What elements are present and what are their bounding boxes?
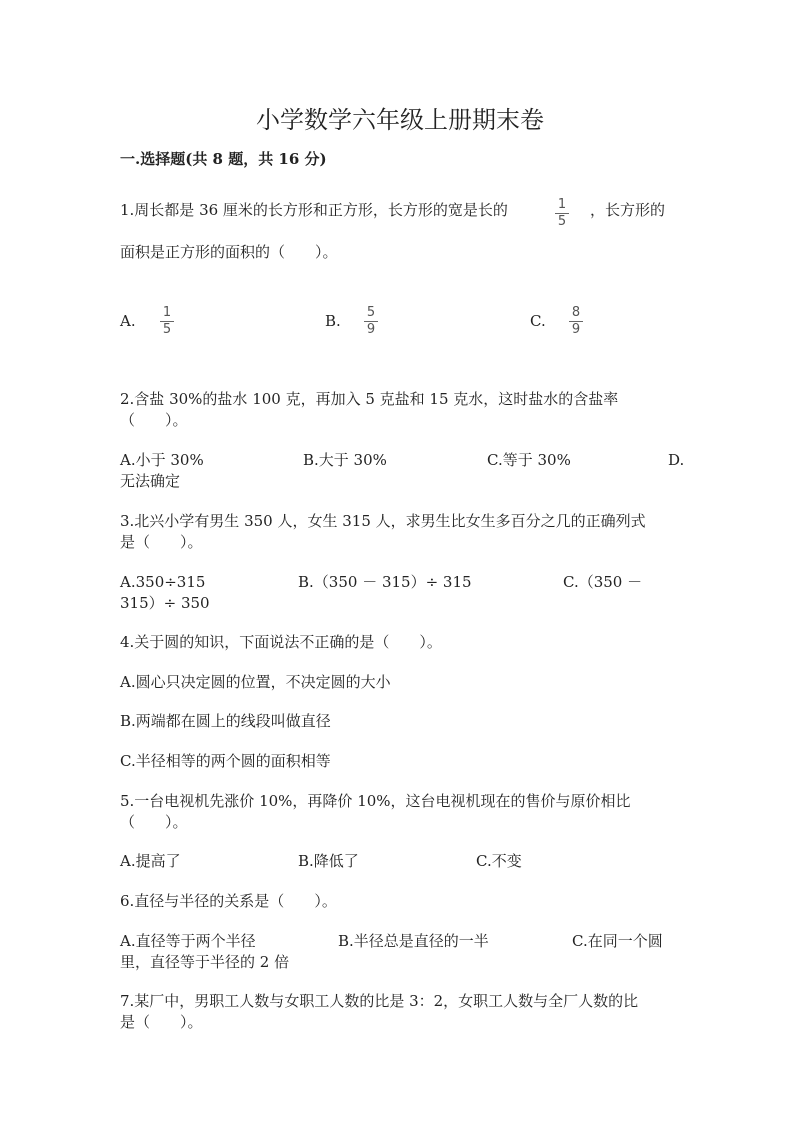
q5-option-b: B.降低了	[298, 852, 359, 870]
section-header: 一.选择题(共 8 题，共 16 分)	[120, 150, 327, 168]
q2-option-a: A.小于 30%	[120, 451, 204, 469]
page-title: 小学数学六年级上册期末卷	[256, 106, 544, 134]
q6-text-line1: 6.直径与半径的关系是（ ）。	[120, 892, 337, 910]
q1-option-a-label: A.	[120, 312, 136, 330]
q1-text-line2: 面积是正方形的面积的（ ）。	[120, 243, 338, 261]
q1-option-b-fraction	[364, 306, 378, 337]
q5-text-line1: 5.一台电视机先涨价 10%，再降价 10%，这台电视机现在的售价与原价相比	[120, 792, 631, 810]
q2-option-b: B.大于 30%	[303, 451, 387, 469]
q4-option-c: C.半径相等的两个圆的面积相等	[120, 752, 331, 770]
q3-text-line2: 是（ ）。	[120, 533, 203, 551]
q3-option-a: A.350÷315	[120, 573, 206, 591]
q7-text-line1: 7.某厂中，男职工人数与女职工人数的比是 3：2，女职工人数与全厂人数的比	[120, 992, 639, 1010]
q2-text-line2: （ ）。	[120, 411, 188, 429]
q1-option-b-numerator: 5	[366, 305, 376, 320]
q1-text-part1: 1.周长都是 36 厘米的长方形和正方形，长方形的宽是长的	[120, 201, 508, 219]
q1-option-c-denominator: 9	[571, 322, 581, 337]
q1-fraction	[555, 198, 569, 229]
q1-option-b-label: B.	[325, 312, 341, 330]
q4-text-line1: 4.关于圆的知识，下面说法不正确的是（ ）。	[120, 633, 442, 651]
q1-option-c-fraction	[569, 306, 583, 337]
q6-option-b: B.半径总是直径的一半	[338, 932, 489, 950]
q2-option-d-text: 无法确定	[120, 472, 181, 490]
q1-fraction-numerator: 1	[557, 197, 567, 212]
q6-option-c: C.在同一个圆	[572, 932, 663, 950]
q1-text-part2: ，长方形的	[590, 201, 666, 219]
q5-option-c: C.不变	[476, 852, 522, 870]
q5-text-line2: （ ）。	[120, 813, 188, 831]
q3-option-c: C.（350 －	[563, 573, 643, 591]
q5-option-a: A.提高了	[120, 852, 181, 870]
q2-option-c: C.等于 30%	[487, 451, 571, 469]
q1-option-c-numerator: 8	[571, 305, 581, 320]
q6-option-a: A.直径等于两个半径	[120, 932, 256, 950]
q3-text-line1: 3.北兴小学有男生 350 人，女生 315 人，求男生比女生多百分之几的正确列式	[120, 512, 646, 530]
q1-option-b-denominator: 9	[366, 322, 376, 337]
q3-option-c-continued: 315）÷ 350	[120, 594, 210, 612]
q1-fraction-denominator: 5	[557, 214, 567, 229]
q6-option-c-continued: 里，直径等于半径的 2 倍	[120, 953, 290, 971]
q3-option-b: B.（350 － 315）÷ 315	[298, 573, 472, 591]
q2-text-line1: 2.含盐 30%的盐水 100 克，再加入 5 克盐和 15 克水，这时盐水的含盐率	[120, 390, 619, 408]
q4-option-b: B.两端都在圆上的线段叫做直径	[120, 712, 331, 730]
q4-option-a: A.圆心只决定圆的位置，不决定圆的大小	[120, 673, 391, 691]
q1-option-a-numerator: 1	[162, 305, 172, 320]
q7-text-line2: 是（ ）。	[120, 1013, 203, 1031]
q1-option-c-label: C.	[530, 312, 546, 330]
q1-option-a-denominator: 5	[162, 322, 172, 337]
q2-option-d: D.	[668, 451, 685, 469]
q1-option-a-fraction	[160, 306, 174, 337]
